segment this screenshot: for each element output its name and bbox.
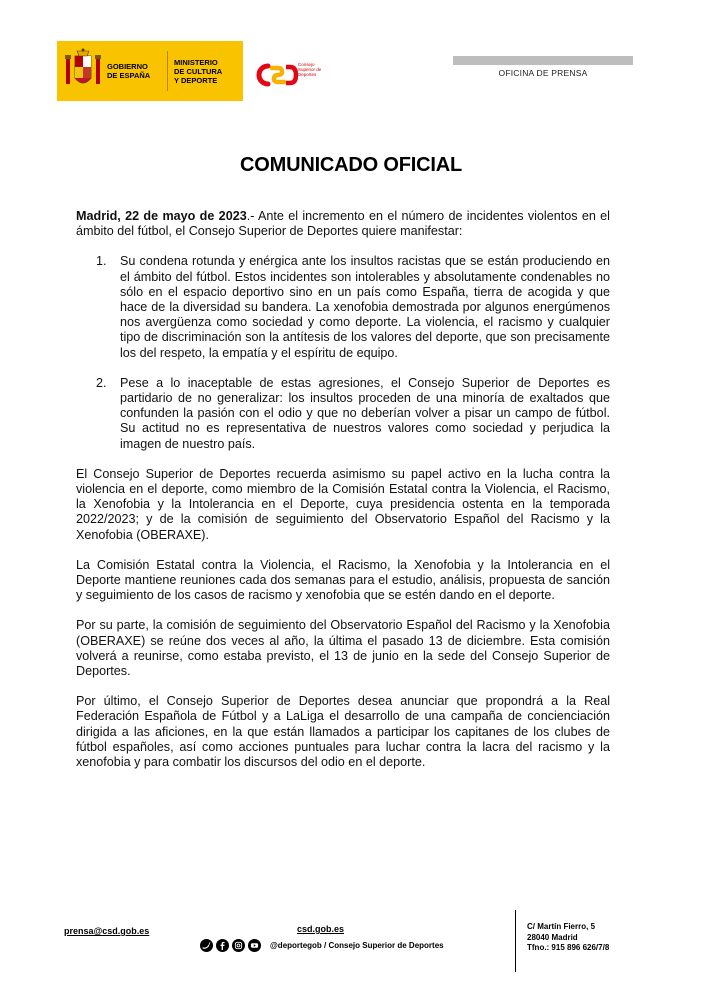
intro-text: .- Ante el incremento en el número de incidentes violentos en el ámbito del fútbol, el Consejo Superior de Deportes quiere manifestar: xyxy=(76,209,610,239)
coat-of-arms-icon xyxy=(63,48,103,94)
instagram-icon[interactable] xyxy=(232,939,245,952)
press-office-label: OFICINA DE PRENSA xyxy=(498,68,588,78)
logo-divider xyxy=(167,51,168,91)
footer-website-link[interactable]: csd.gob.es xyxy=(297,924,345,934)
government-name: GOBIERNO DE ESPAÑA xyxy=(107,62,151,80)
footer-social-handle: @deportegob / Consejo Superior de Deportes xyxy=(270,941,444,950)
csd-logo-caption: Consejo Superior de Deportes xyxy=(298,62,322,77)
document-title: COMUNICADO OFICIAL xyxy=(240,154,462,176)
intro-date: Madrid, 22 de mayo de 2023 xyxy=(76,209,247,223)
footer-divider xyxy=(515,910,516,972)
address-city: 28040 Madrid xyxy=(527,932,578,942)
list-item-text: Pese a lo inaceptable de estas agresiones, el Consejo Superior de Deportes es partidario de no generalizar: los insultos proceden de una minoría de exaltados que confunden la pasión con el odio y que no deberían volver a pisar un campo de fútbol. Su actitud no es representativa de nuestros valores como sociedad y perjudica la imagen de nuestro país. xyxy=(120,375,610,451)
youtube-icon[interactable] xyxy=(248,939,261,952)
list-item-number: 1. xyxy=(96,254,107,269)
list-item-number: 2. xyxy=(96,375,107,390)
address-phone: Tfno.: 915 896 626/7/8 xyxy=(527,943,610,952)
footer-social xyxy=(200,939,444,952)
body-paragraph: Por su parte, la comisión de seguimiento del Observatorio Español del Racismo y la Xenofobia (OBERAXE) se reúne dos veces al año, la última el pasado 13 de diciembre. Esta comisión volverá a reunirse, como estaba previsto, el 13 de junio en la sede del Consejo Superior de Deportes. xyxy=(76,618,610,679)
twitter-icon[interactable] xyxy=(200,939,213,952)
government-logo-block xyxy=(57,41,243,101)
body-paragraph: La Comisión Estatal contra la Violencia, el Racismo, la Xenofobia y la Intolerancia en el Deporte mantiene reuniones cada dos semanas para el estudio, análisis, propuesta de sanción y seguimiento de los casos de racismo y xenofobia que se estén dando en el deporte. xyxy=(76,557,610,603)
list-item-text: Su condena rotunda y enérgica ante los insultos racistas que se están produciendo en el ámbito del fútbol. Estos incidentes son intolerables y absolutamente condenables no sólo en el espacio deportivo sino en un país como España, tierra de acogida y que hace de la diversidad su bandera. La xenofobia demostrada por algunos energúmenos nos avergüenza como sociedad y como deporte. La violencia, el racismo y cualquier tipo de discriminación son la antítesis de los valores del deporte, que son precisamente los del respeto, la empatía y el espíritu de equipo. xyxy=(120,254,610,360)
footer-email-link[interactable]: prensa@csd.gob.es xyxy=(64,926,150,936)
footer-address xyxy=(527,922,609,954)
body-paragraph: El Consejo Superior de Deportes recuerda asimismo su papel activo en la lucha contra la violencia en el deporte, como miembro de la Comisión Estatal contra la Violencia, el Racismo, la Xenofobia y la Intolerancia en el Deporte, cuya presidencia ostenta en la temporada 2022/2023; y de la comisión de seguimiento del Observatorio Español del Racismo y la Xenofobia (OBERAXE). xyxy=(76,466,610,542)
facebook-icon[interactable] xyxy=(216,939,229,952)
document-body xyxy=(76,209,610,785)
address-street: C/ Martín Fierro, 5 xyxy=(527,922,596,931)
ministry-name: MINISTERIO DE CULTURA Y DEPORTE xyxy=(174,57,223,85)
body-paragraph: Por último, el Consejo Superior de Deportes desea anunciar que propondrá a la Real Federación Española de Fútbol y a LaLiga el desarrollo de una campaña de concienciación dirigida a las aficiones, en la que están llamados a participar los capitanes de los clubes de fútbol españoles, así como acciones puntuales para luchar contra la lacra del racismo y la xenofobia y para combatir los discursos del odio en el deporte. xyxy=(76,694,610,770)
press-office-bar xyxy=(453,56,633,65)
intro-paragraph xyxy=(76,209,610,239)
list-item xyxy=(76,254,610,360)
list-item xyxy=(76,376,610,452)
statement-points-list xyxy=(76,254,610,451)
